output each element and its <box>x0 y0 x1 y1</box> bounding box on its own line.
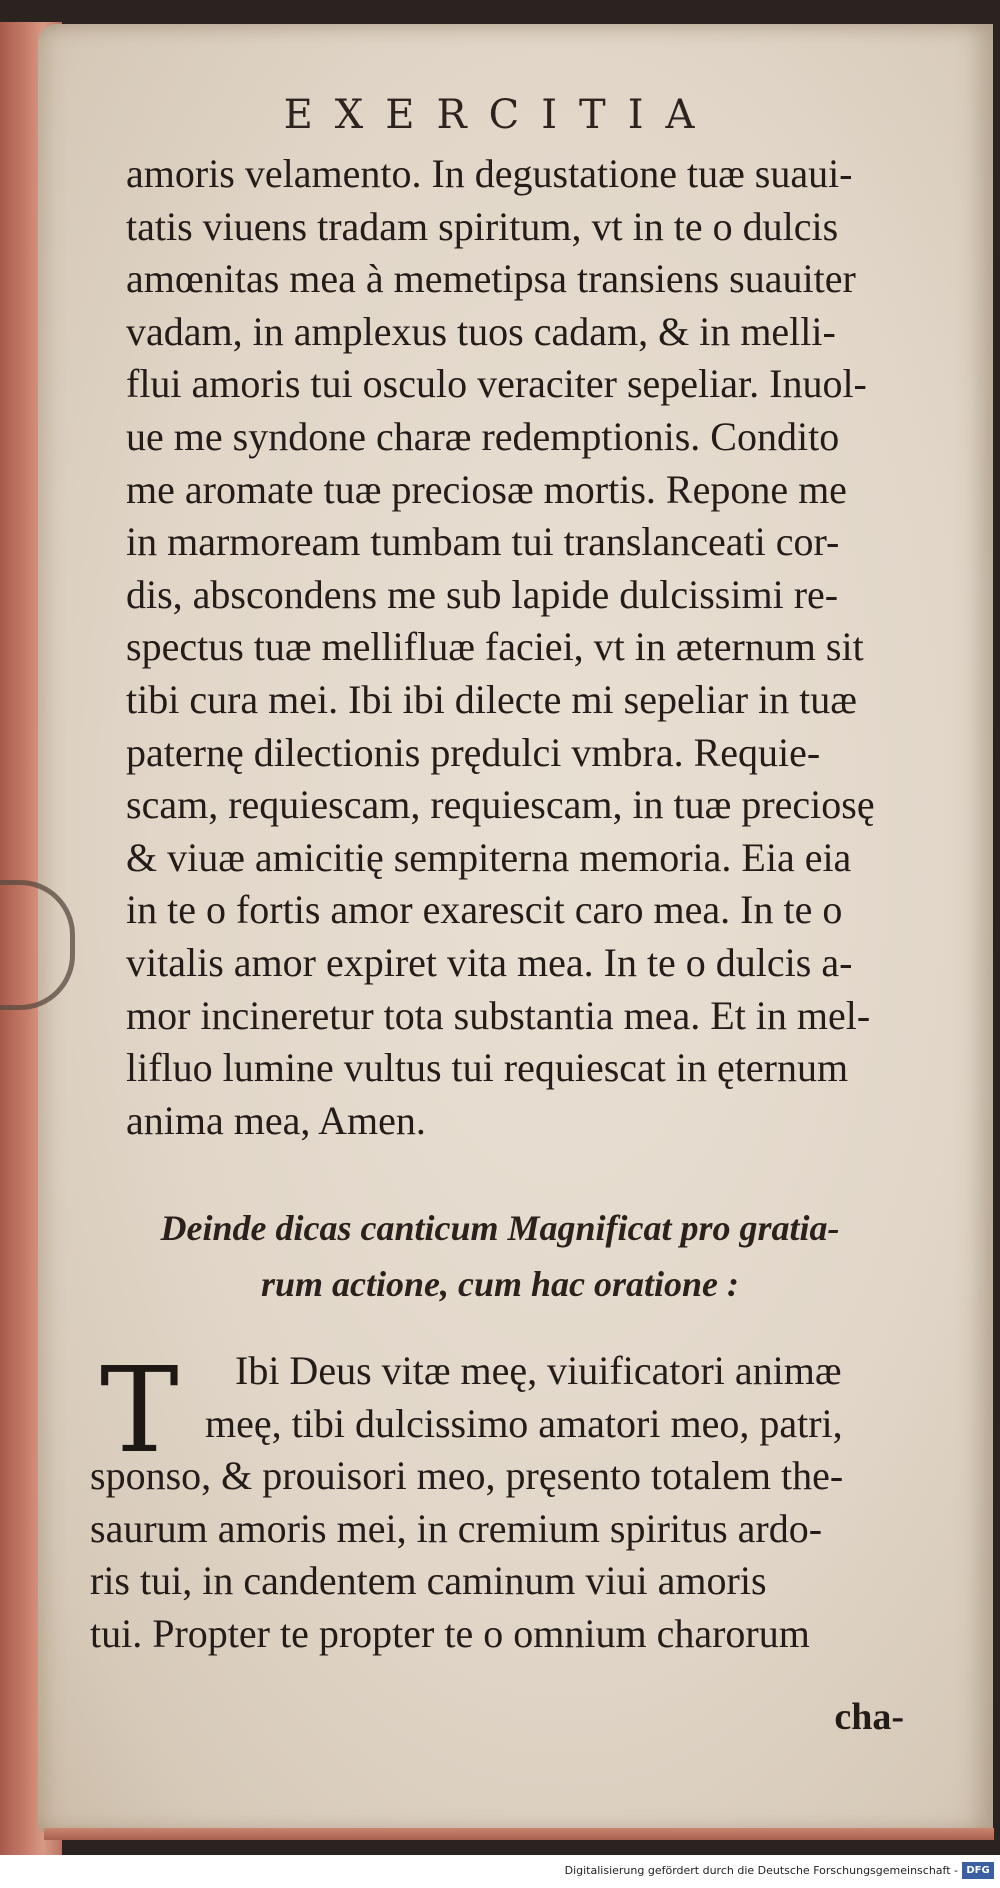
text-line: Ibi Deus vitæ meę, viuificatori animæ <box>235 1348 842 1393</box>
catchword: cha- <box>834 1696 904 1738</box>
text-line: & viuæ amicitię sempiterna memoria. Eia eia <box>126 834 852 880</box>
page-bottom-edge <box>44 1828 994 1840</box>
digitization-footer <box>0 1855 1000 1888</box>
text-line: tui. Propter te propter te o omnium charorum <box>90 1610 810 1656</box>
prayer-text <box>90 1341 990 1661</box>
dfg-logo: DFG <box>962 1862 994 1879</box>
text-line: mor incineretur tota substantia mea. Et in mel- <box>126 992 871 1038</box>
running-head: EXERCITIA <box>283 92 717 138</box>
rubric <box>0 1200 1000 1312</box>
rubric-line: Deinde dicas canticum Magnificat pro gratia- <box>160 1208 840 1248</box>
text-line: spectus tuæ mellifluæ faciei, vt in æternum sit <box>126 624 864 670</box>
text-line: ris tui, in candentem caminum viui amoris <box>90 1558 767 1604</box>
text-line: sponso, & prouisori meo, pręsento totalem the- <box>90 1453 844 1499</box>
body-text <box>126 148 986 1147</box>
text-line: tibi cura mei. Ibi ibi dilecte mi sepeliar in tuæ <box>126 676 857 722</box>
text-line: lifluo lumine vultus tui requiescat in ęternum <box>126 1045 849 1091</box>
text-line: flui amoris tui osculo veraciter sepeliar. Inuol- <box>126 361 867 407</box>
text-line: tatis viuens tradam spiritum, vt in te o dulcis <box>126 203 839 249</box>
text-line: amœnitas mea à memetipsa transiens suauiter <box>126 256 856 302</box>
text-line: vadam, in amplexus tuos cadam, & in melli- <box>126 308 836 354</box>
text-line: in marmoream tumbam tui translanceati cor- <box>126 519 840 565</box>
text-line: dis, abscondens me sub lapide dulcissimi re- <box>126 571 839 617</box>
text-line: me aromate tuæ preciosæ mortis. Repone me <box>126 466 847 512</box>
rubric-line: rum actione, cum hac oratione : <box>260 1264 740 1304</box>
text-line: meę, tibi dulcissimo amatori meo, patri, <box>205 1400 843 1446</box>
text-line: scam, requiescam, requiescam, in tuæ preciosę <box>126 782 875 828</box>
text-line: anima mea, Amen. <box>126 1097 426 1143</box>
text-line: ue me syndone charæ redemptionis. Condito <box>126 413 840 459</box>
text-line: in te o fortis amor exarescit caro mea. In te o <box>126 887 843 933</box>
text-line: amoris velamento. In degustatione tuæ suaui- <box>126 151 853 196</box>
text-line: vitalis amor expiret vita mea. In te o dulcis a- <box>126 939 853 985</box>
text-line: saurum amoris mei, in cremium spiritus ardo- <box>90 1505 823 1551</box>
drop-cap-initial: T <box>100 1341 179 1479</box>
footer-credit: Digitalisierung gefördert durch die Deutsche Forschungsgemeinschaft - <box>564 1864 958 1877</box>
text-line: paternę dilectionis prędulci vmbra. Requie- <box>126 729 821 775</box>
